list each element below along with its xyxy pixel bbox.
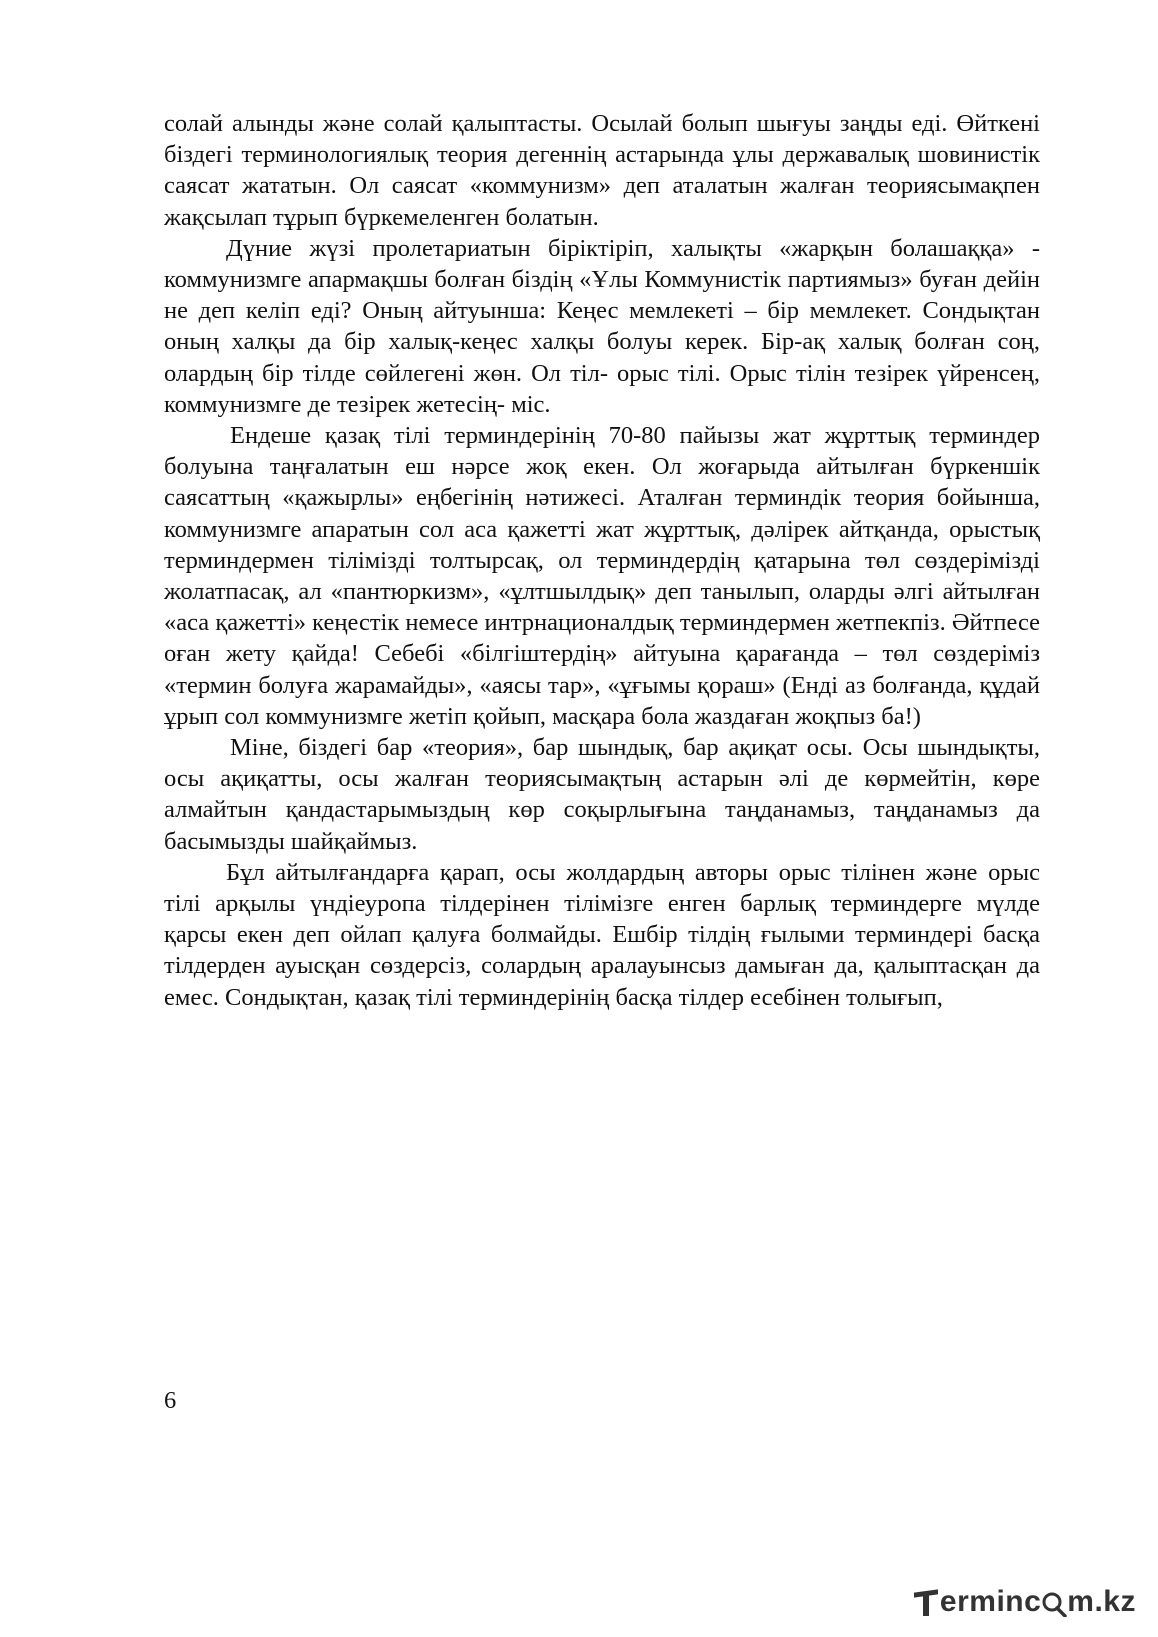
paragraph-3: Ендеше қазақ тілі терминдерінің 70-80 пайызы жат жұрттық терминдер болуына таңғалатын еш нәрсе жоқ екен. Ол жоғарыда айтылған бүркеншік саясаттың «қажырлы» еңбегінің нәтижесі. Аталған терминдік теория бойынша, коммунизмге апаратын сол аса қажетті жат жұрттық, дәлірек айтқанда, орыстық терминдермен тілімізді толтырсақ, ол терминдердің қатарына төл сөздерімізді жолатпасақ, ал «пантюркизм», «ұлтшылдық» деп танылып, оларды әлгі айтылған «аса қажетті» кеңестік немесе интрнационалдық терминдермен жетпекпіз. Әйтпесе оған жету қайда! Себебі «білгіштердің» айтуына қарағанда – төл сөздеріміз «термин болуға жарамайды», «аясы тар», «ұғымы қораш» (Енді аз болғанда, құдай ұрып сол коммунизмге жетіп қойып, масқара бола жаздаған жоқпыз ба!) <box>164 422 1040 730</box>
paragraph-4: Міне, біздегі бар «теория», бар шындық, бар ақиқат осы. Осы шындықты, осы ақиқатты, осы жалған теориясымақтың астарын әлі де көрмейтін, көре алмайтын қандастарымыздың көр соқырлығына таңданамыз, таңданамыз да басымызды шайқаймыз. <box>164 734 1040 855</box>
watermark-text-c: c <box>1024 1585 1042 1618</box>
watermark-text-end: m.kz <box>1067 1585 1136 1618</box>
paragraph-2: Дүние жүзі пролетариатын біріктіріп, халықты «жарқын болашаққа» - коммунизмге апармақшы болған біздің «Ұлы Коммунистік партиямыз» буған дейін не деп келіп еді? Оның айтуынша: Кеңес мемлекеті – бір мемлекет. Сондықтан оның халқы да бір халық-кеңес халқы болуы керек. Бір-ақ халық болған соң, олардың бір тілде сөйлегені жөн. Ол тіл- орыс тілі. Орыс тілін тезірек үйренсең, коммунизмге де тезірек жетесің- міс. <box>164 234 1040 418</box>
document-body <box>164 108 1040 1013</box>
watermark-logo <box>914 1585 1136 1619</box>
paragraph-1: солай алынды және солай қалыптасты. Осылай болып шығуы заңды еді. Өйткені біздегі терминологиялық теория дегеннің астарында ұлы державалық шовинистік саясат жататын. Ол саясат «коммунизм» деп аталатын жалған теориясымақпен жақсылап тұрып бүркемеленген болатын. <box>164 110 1040 231</box>
paragraph-5: Бұл айтылғандарға қарап, осы жолдардың авторы орыс тілінен және орыс тілі арқылы үндіеуропа тілдерінен тілімізге енген барлық терминдерге мүлде қарсы екен деп ойлап қалуға болмайды. Ешбір тілдің ғылыми терминдері басқа тілдерден ауысқан сөздерсіз, солардың аралауынсыз дамыған да, қалыптасқан да емес. Сондықтан, қазақ тілі терминдерінің басқа тілдер есебінен толығып, <box>164 858 1040 1011</box>
logo-t-glyph <box>914 1587 938 1617</box>
watermark-text-start: ermin <box>939 1585 1025 1618</box>
page-number: 6 <box>164 1387 177 1414</box>
magnifier-icon <box>1041 1587 1067 1617</box>
